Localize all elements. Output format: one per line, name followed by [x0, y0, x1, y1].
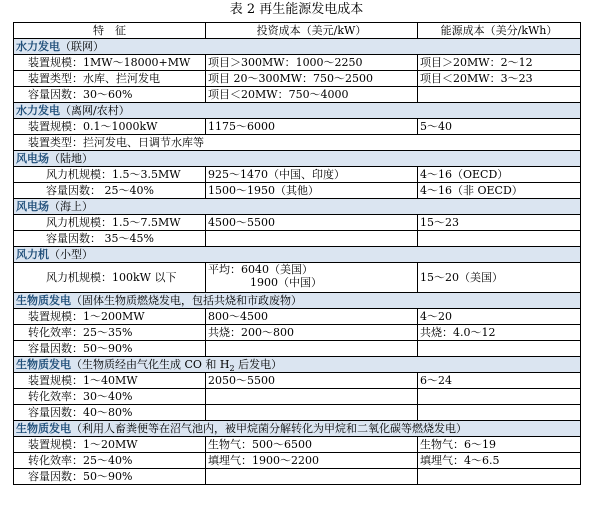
table-row — [14, 309, 581, 325]
table-row — [14, 405, 581, 421]
section-highlight: 水力发电 — [16, 103, 60, 117]
section-row — [14, 247, 581, 263]
section-title — [14, 421, 581, 437]
section-qualifier: （生物质经由气化生成 CO 和 H — [71, 357, 230, 371]
feature-cell: 容量因数：50～90% — [14, 469, 206, 485]
section-title — [14, 151, 581, 167]
section-qualifier: （固体生物质燃烧发电，包括共烧和市政废物） — [71, 293, 302, 307]
energy-cost-cell: 项目＞20MW：2～12 — [418, 55, 581, 71]
section-highlight: 风力机 — [16, 247, 49, 261]
table-caption: 表 2 再生能源发电成本 — [229, 2, 364, 17]
section-highlight: 风电场 — [16, 151, 49, 165]
energy-cost-cell: 15～20（美国） — [418, 263, 581, 293]
investment-cost-cell — [206, 389, 418, 405]
feature-cell: 装置规模：1～200MW — [14, 309, 206, 325]
table-row — [14, 55, 581, 71]
energy-cost-cell: 生物气：6～19 — [418, 437, 581, 453]
energy-cost-cell: 项目＜20MW：3～23 — [418, 71, 581, 87]
investment-cost-cell: 填埋气：1900～2200 — [206, 453, 418, 469]
investment-cost-cell: 项目＞300MW：1000～2250 — [206, 55, 418, 71]
section-qualifier: （海上） — [49, 199, 93, 213]
section-row — [14, 357, 581, 373]
table-row — [14, 453, 581, 469]
investment-cost-cell: 共烧：200～800 — [206, 325, 418, 341]
table-row — [14, 389, 581, 405]
energy-cost-cell: 填埋气：4～6.5 — [418, 453, 581, 469]
investment-cost-cell — [206, 231, 418, 247]
renewable-cost-table — [13, 22, 581, 485]
table-row — [14, 325, 581, 341]
cell-line: 1900（中国） — [250, 276, 322, 289]
section-qualifier: （离网/农村） — [60, 103, 130, 117]
feature-cell: 装置规模：1～20MW — [14, 437, 206, 453]
feature-cell: 风力机规模：1.5～3.5MW — [14, 167, 206, 183]
investment-cost-cell: 2050～5500 — [206, 373, 418, 389]
energy-cost-cell — [418, 469, 581, 485]
energy-cost-cell — [418, 341, 581, 357]
feature-cell: 容量因数：30～60% — [14, 87, 206, 103]
feature-cell: 容量因数： 25～40% — [14, 183, 206, 199]
energy-cost-cell: 4～16（OECD） — [418, 167, 581, 183]
investment-cost-cell — [206, 263, 418, 293]
section-qualifier: （小型） — [49, 247, 93, 261]
investment-cost-cell — [206, 341, 418, 357]
section-title — [14, 247, 581, 263]
investment-cost-cell: 1175～6000 — [206, 119, 418, 135]
table-row — [14, 231, 581, 247]
section-title — [14, 103, 581, 119]
section-title — [14, 293, 581, 309]
table-row — [14, 373, 581, 389]
header-row — [14, 23, 581, 39]
section-subscript: 2 — [229, 363, 235, 373]
section-qualifier: （利用人畜粪便等在沼气池内，被甲烷菌分解转化为甲烷和二氧化碳等燃烧发电） — [71, 421, 467, 435]
section-row — [14, 199, 581, 215]
energy-cost-cell — [418, 231, 581, 247]
section-qualifier-tail: 后发电） — [234, 357, 283, 371]
section-qualifier: （联网） — [60, 39, 104, 53]
section-title — [14, 357, 581, 373]
section-row — [14, 103, 581, 119]
section-row — [14, 421, 581, 437]
table-row — [14, 119, 581, 135]
energy-cost-cell: 15～23 — [418, 215, 581, 231]
energy-cost-cell — [418, 405, 581, 421]
section-qualifier: （陆地） — [49, 151, 93, 165]
energy-cost-cell: 4～16（非 OECD） — [418, 183, 581, 199]
investment-cost-cell: 项目＜20MW：750～4000 — [206, 87, 418, 103]
section-highlight: 水力发电 — [16, 39, 60, 53]
feature-cell: 转化效率：30～40% — [14, 389, 206, 405]
feature-cell: 容量因数：40～80% — [14, 405, 206, 421]
table-row — [14, 341, 581, 357]
table-body — [14, 39, 581, 485]
table-row — [14, 183, 581, 199]
section-title — [14, 199, 581, 215]
feature-cell: 风力机规模：100kW 以下 — [14, 263, 206, 293]
table-row — [14, 437, 581, 453]
feature-cell: 转化效率：25～40% — [14, 453, 206, 469]
section-highlight: 生物质发电 — [16, 293, 71, 307]
section-highlight: 生物质发电 — [16, 421, 71, 435]
investment-cost-cell: 项目 20～300MW：750～2500 — [206, 71, 418, 87]
investment-cost-cell — [206, 405, 418, 421]
cell-line: 平均：6040（美国） — [208, 263, 313, 276]
investment-cost-cell: 1500～1950（其他） — [206, 183, 418, 199]
header-feature: 特 征 — [14, 23, 206, 39]
energy-cost-cell: 共烧：4.0～12 — [418, 325, 581, 341]
feature-cell: 装置规模：1MW～18000+MW — [14, 55, 206, 71]
table-row — [14, 263, 581, 293]
header-energy-cost: 能源成本（美分/kWh） — [418, 23, 581, 39]
energy-cost-cell — [418, 87, 581, 103]
feature-cell: 容量因数：50～90% — [14, 341, 206, 357]
table-row — [14, 215, 581, 231]
section-highlight: 风电场 — [16, 199, 49, 213]
feature-cell: 风力机规模：1.5～7.5MW — [14, 215, 206, 231]
section-row — [14, 151, 581, 167]
header-investment-cost: 投资成本（美元/kW） — [206, 23, 418, 39]
feature-cell: 容量因数： 35～45% — [14, 231, 206, 247]
table-row — [14, 469, 581, 485]
feature-cell: 装置类型：拦河发电、日调节水库等 — [14, 135, 581, 151]
investment-cost-cell: 生物气：500～6500 — [206, 437, 418, 453]
section-title — [14, 39, 581, 55]
investment-cost-cell: 4500～5500 — [206, 215, 418, 231]
feature-cell: 装置规模：0.1～1000kW — [14, 119, 206, 135]
investment-cost-cell — [206, 469, 418, 485]
feature-cell: 装置类型：水库、拦河发电 — [14, 71, 206, 87]
energy-cost-cell: 6～24 — [418, 373, 581, 389]
investment-cost-cell: 800～4500 — [206, 309, 418, 325]
investment-cost-cell: 925～1470（中国、印度） — [206, 167, 418, 183]
feature-cell: 装置规模：1～40MW — [14, 373, 206, 389]
table-row — [14, 71, 581, 87]
energy-cost-cell: 4～20 — [418, 309, 581, 325]
table-row — [14, 135, 581, 151]
table-row — [14, 87, 581, 103]
section-highlight: 生物质发电 — [16, 357, 71, 371]
section-row — [14, 293, 581, 309]
table-row — [14, 167, 581, 183]
energy-cost-cell: 5～40 — [418, 119, 581, 135]
energy-cost-cell — [418, 389, 581, 405]
feature-cell: 转化效率：25～35% — [14, 325, 206, 341]
section-row — [14, 39, 581, 55]
